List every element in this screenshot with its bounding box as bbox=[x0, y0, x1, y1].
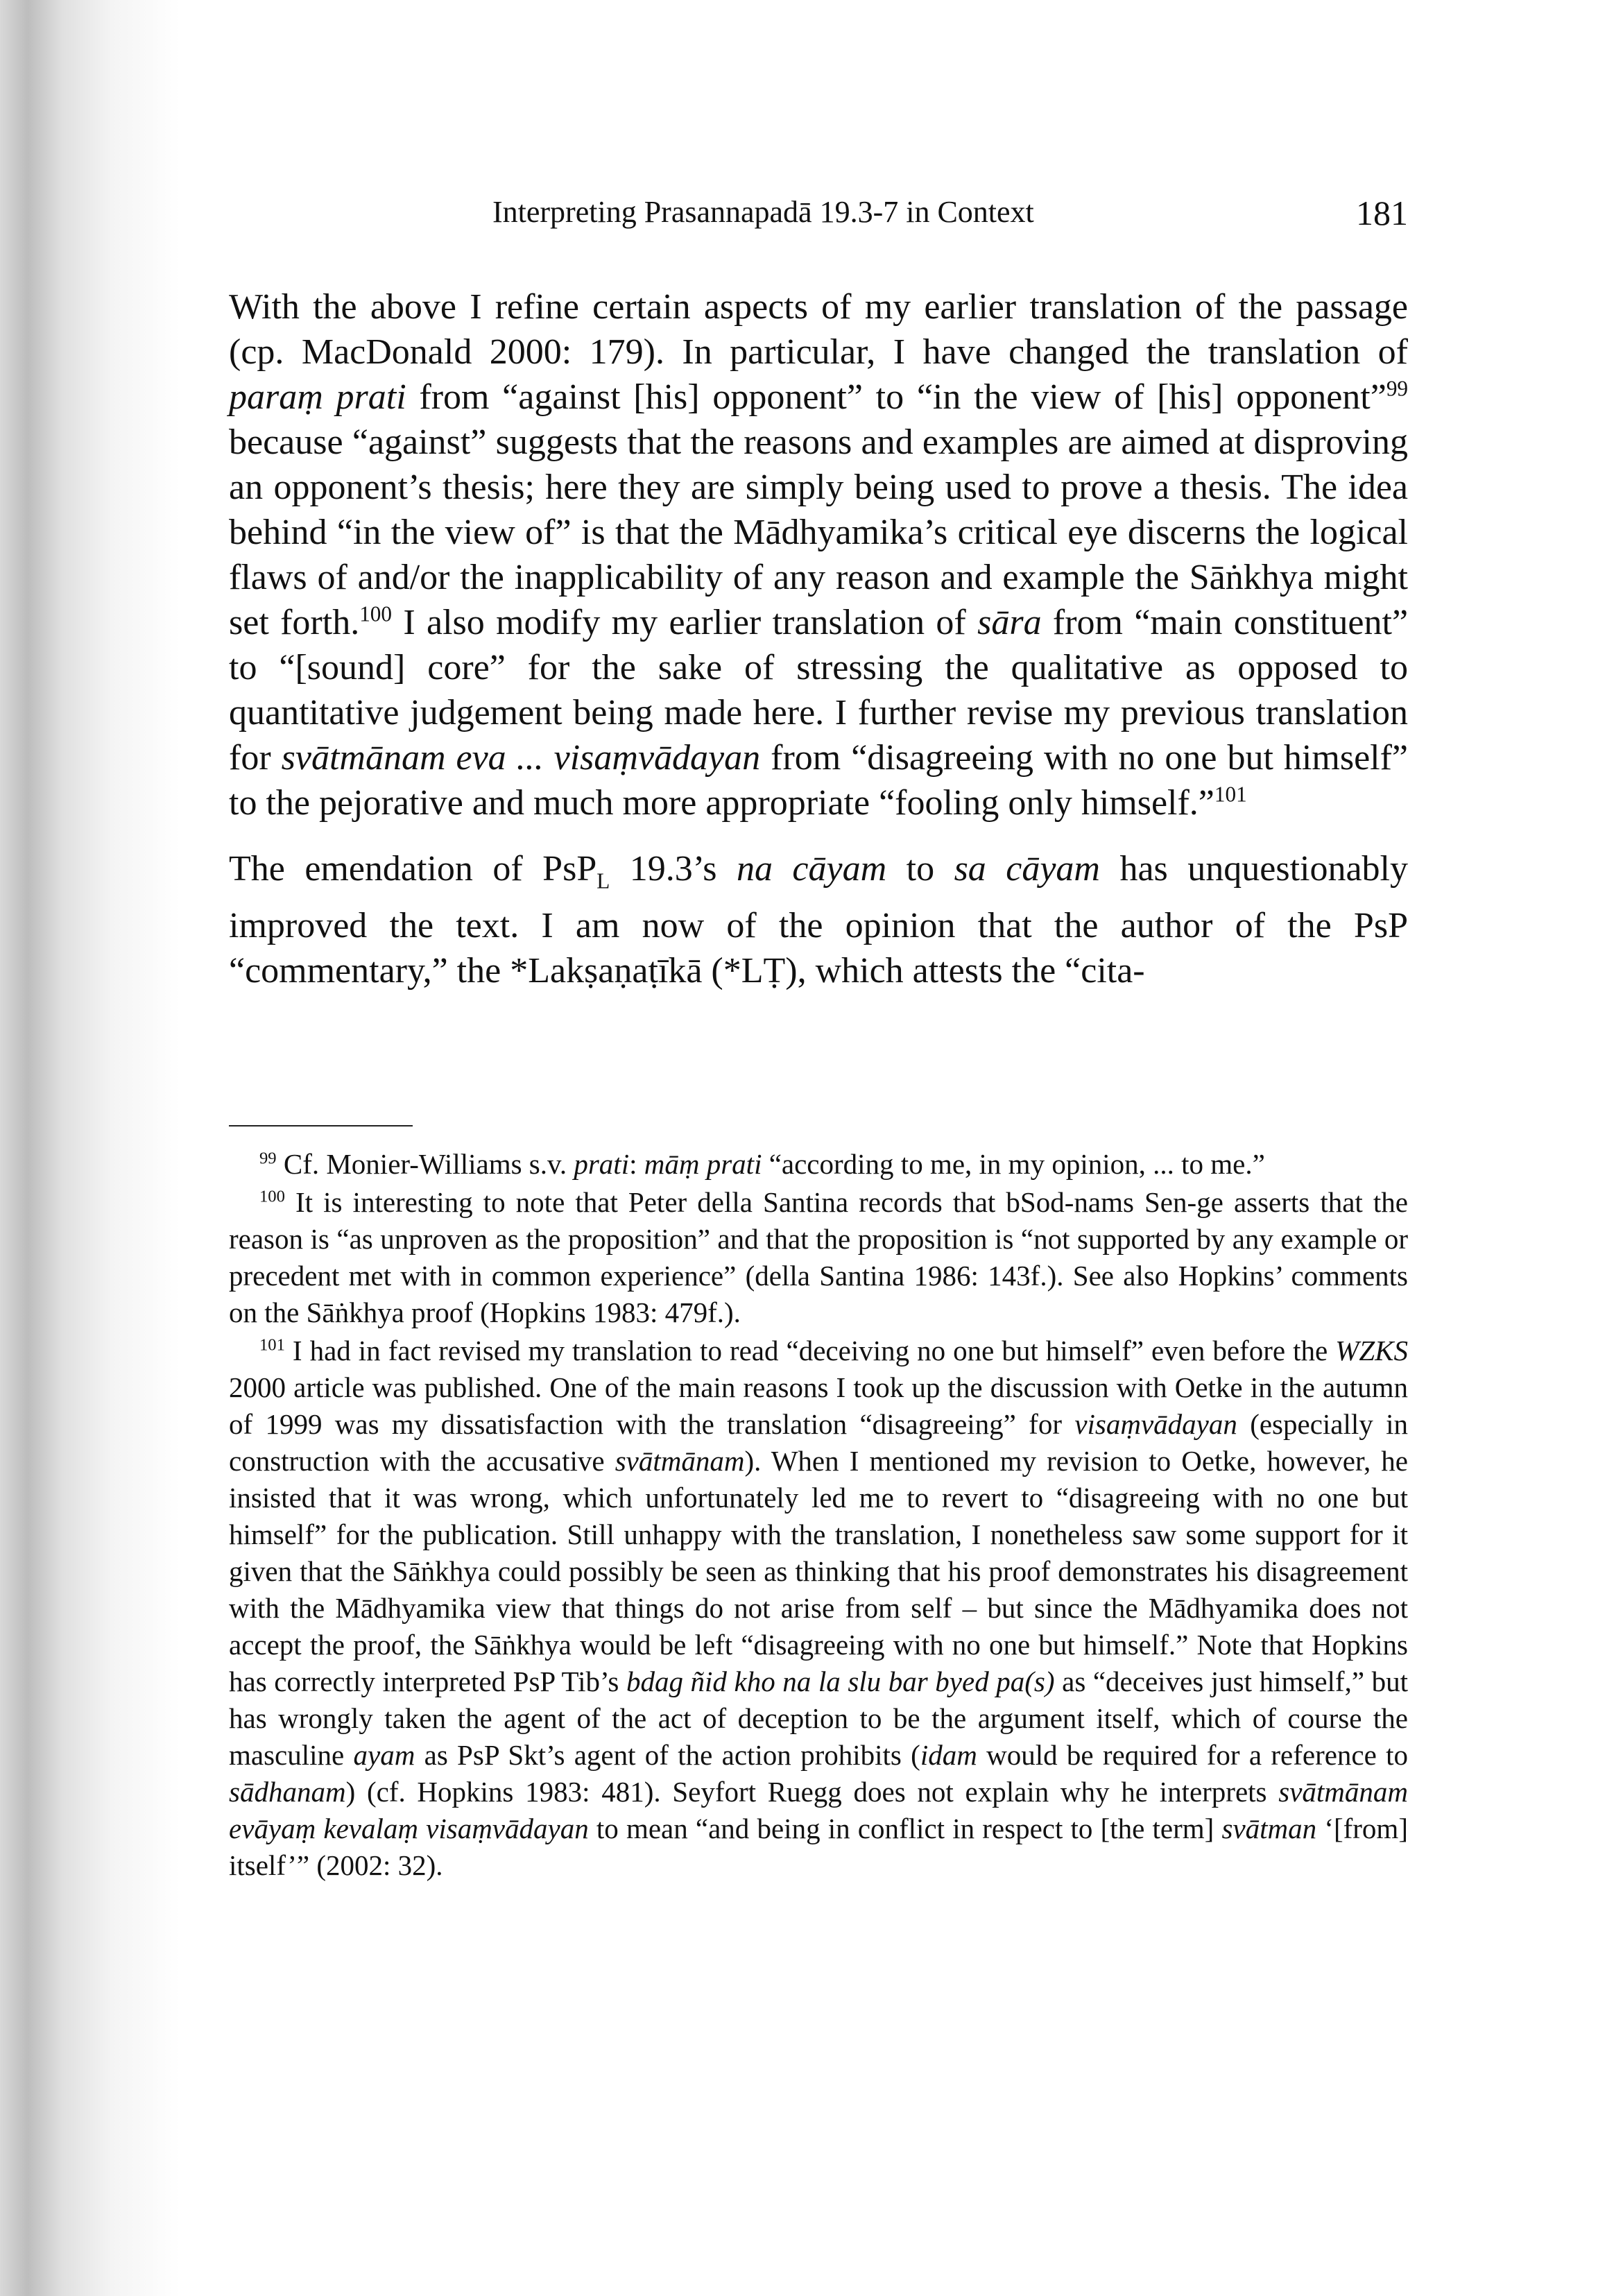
footnote-ref-100: 100 bbox=[359, 601, 392, 626]
italic-term: sādhanam bbox=[229, 1776, 346, 1808]
text-run: It is interesting to note that Peter della Santina records that bSod-nams Sen-ge asserts that the reason is “as unproven as the proposition” and that the proposition is “not supported by any example or precedent met with in common experience” (della Santina 1986: 143f.). See also Hopkins’ comments on the Sāṅkhya proof (Hopkins 1983: 479f.). bbox=[229, 1186, 1408, 1329]
italic-term: visaṃvādayan bbox=[1074, 1408, 1237, 1441]
italic-term: bdag ñid kho na la slu bar byed pa(s) bbox=[626, 1665, 1055, 1698]
text-run: ). When I mentioned my revision to Oetke, however, he insisted that it was wrong, which unfortunately led me to revert to “disagreeing with no one but himself” for the publication. Still unhappy with the translation, I nonetheless saw some support for it given that the Sāṅkhya could possibly be seen as thinking that his proof demonstrates his disagreement with the Mādhyamika view that things do not arise from self – but since the Mādhyamika does not accept the proof, the Sāṅkhya would be left “disagreeing with no one but himself.” Note that Hopkins has correctly interpreted PsP Tib’s bbox=[229, 1445, 1408, 1698]
footnote-number: 100 bbox=[259, 1187, 285, 1206]
footnote-ref-99: 99 bbox=[1386, 376, 1409, 401]
footnote-100 bbox=[229, 1184, 1408, 1331]
text-run: Cf. Monier-Williams s.v. bbox=[276, 1148, 574, 1181]
italic-term: sāra bbox=[977, 603, 1042, 642]
text-run: The emendation of PsP bbox=[229, 849, 597, 889]
text-run: from “main constituent” to “[sound] core” for the sake of stressing the qualitative as opposed to quantitative judgement being made here. I further revise my previous translation for bbox=[229, 603, 1409, 778]
subscript-l: L bbox=[596, 868, 610, 893]
footnotes bbox=[229, 1146, 1408, 1884]
text-run: has unquestionably improved the text. I am now of the opinion that the author of the PsP “commentary,” the *Lakṣaṇaṭīkā (*LṬ), which attests the “cita- bbox=[229, 849, 1409, 991]
scan-binding-shadow bbox=[0, 0, 180, 2296]
text-run: to mean “and being in conflict in respect to [the term] bbox=[588, 1813, 1222, 1845]
text-run: : bbox=[629, 1148, 644, 1181]
footnote-number: 101 bbox=[259, 1335, 285, 1355]
italic-term: sa cāyam bbox=[954, 849, 1100, 889]
text-run: I had in fact revised my translation to read “deceiving no one but himself” even before the bbox=[284, 1335, 1336, 1367]
text-run: would be required for a reference to bbox=[977, 1739, 1408, 1772]
main-text bbox=[229, 284, 1408, 993]
text-run: as PsP Skt’s agent of the action prohibits ( bbox=[415, 1739, 920, 1772]
italic-term: svātmānam bbox=[615, 1445, 745, 1477]
running-header bbox=[229, 166, 1408, 232]
text-run: from “disagreeing with no one but himself” to the pejorative and much more appropriate “fooling only himself.” bbox=[229, 738, 1408, 823]
text-run: “according to me, in my opinion, ... to me.” bbox=[762, 1148, 1265, 1181]
italic-term: svātman bbox=[1221, 1813, 1317, 1845]
italic-term: prati bbox=[574, 1148, 630, 1181]
text-run: ) (cf. Hopkins 1983: 481). Seyfort Ruegg does not explain why he interprets bbox=[345, 1776, 1279, 1808]
italic-term: svātmānam eva ... visaṃvādayan bbox=[281, 738, 761, 778]
italic-term: idam bbox=[920, 1739, 977, 1772]
page-number: 181 bbox=[1356, 194, 1408, 232]
text-run: ‘[from] itself’” (2002: 32). bbox=[229, 1813, 1408, 1882]
italic-term: svātmānam evāyaṃ kevalaṃ visaṃvādayan bbox=[229, 1776, 1408, 1845]
text-run: 2000 article was published. One of the main reasons I took up the discussion with Oetke in the autumn of 1999 was my dissatisfaction with the translation “disagreeing” for bbox=[229, 1371, 1408, 1441]
text-run: because “against” suggests that the reasons and examples are aimed at disproving an opponent’s thesis; here they are simply being used to prove a thesis. The idea behind “in the view of” is that the Mādhyamika’s critical eye discerns the logical flaws of and/or the inapplicability of any reason and example the Sāṅkhya might set forth. bbox=[229, 422, 1408, 642]
paragraph-2 bbox=[229, 846, 1408, 993]
italic-term: ayam bbox=[353, 1739, 415, 1772]
footnote-divider bbox=[229, 1125, 413, 1126]
footnote-ref-101: 101 bbox=[1214, 782, 1247, 807]
running-title: Interpreting Prasannapadā 19.3-7 in Context bbox=[492, 195, 1034, 229]
footnote-number: 99 bbox=[259, 1149, 277, 1168]
footnote-101 bbox=[229, 1333, 1408, 1884]
italic-term: māṃ prati bbox=[644, 1148, 762, 1181]
italic-term: na cāyam bbox=[736, 849, 887, 889]
text-run: as “deceives just himself,” but has wrongly taken the agent of the act of deception to be the argument itself, which of course the masculine bbox=[229, 1665, 1408, 1772]
italic-term: WZKS bbox=[1335, 1335, 1408, 1367]
text-run: to bbox=[886, 849, 954, 889]
footnote-99 bbox=[229, 1146, 1408, 1183]
text-run: With the above I refine certain aspects of my earlier translation of the passage (cp. MacDonald 2000: 179). In particular, I have changed the translation of bbox=[229, 287, 1408, 372]
text-run: I also modify my earlier translation of bbox=[391, 603, 978, 642]
text-run: from “against [his] opponent” to “in the view of [his] opponent” bbox=[406, 377, 1386, 417]
text-run: (especially in construction with the accusative bbox=[229, 1408, 1408, 1477]
paragraph-1 bbox=[229, 284, 1408, 825]
text-run: 19.3’s bbox=[610, 849, 737, 889]
italic-term: paraṃ prati bbox=[229, 377, 406, 417]
book-page bbox=[229, 166, 1408, 1884]
